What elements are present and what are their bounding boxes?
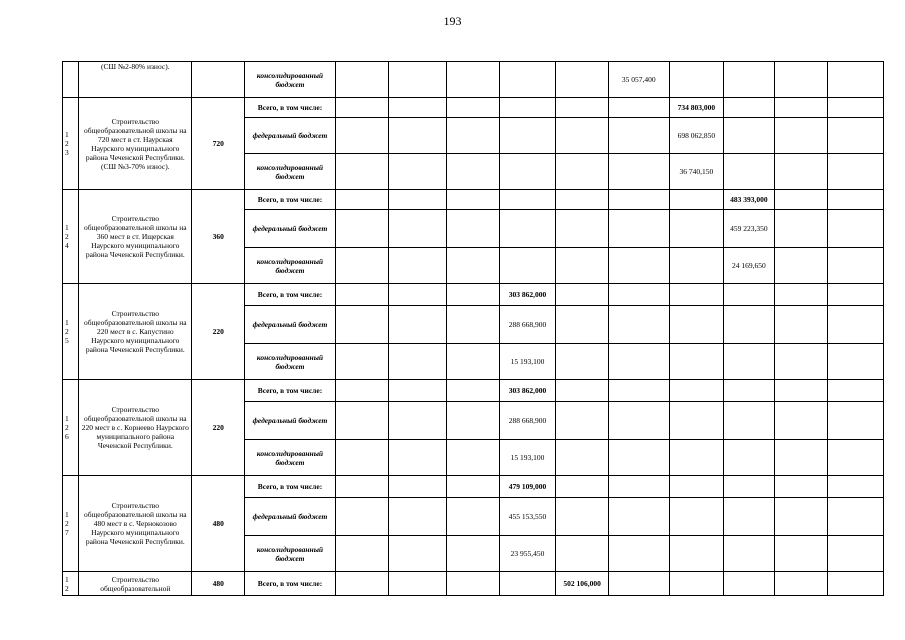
value-cell: 459 223,350 <box>724 210 775 248</box>
value-cell <box>828 118 884 154</box>
value-cell <box>335 476 388 498</box>
row-number-digit: 5 <box>65 336 69 345</box>
table-row <box>63 190 884 210</box>
value-cell <box>724 118 775 154</box>
value-cell <box>335 98 388 118</box>
funding-source: консолидированный бюджет <box>244 440 335 476</box>
funding-source: консолидированный бюджет <box>244 248 335 284</box>
value-cell <box>608 190 669 210</box>
funding-source: федеральный бюджет <box>244 402 335 440</box>
value-cell <box>774 536 828 572</box>
value-cell <box>447 572 500 596</box>
value-cell <box>608 154 669 190</box>
capacity: 360 <box>192 190 245 284</box>
value-cell <box>335 118 388 154</box>
value-cell <box>447 380 500 402</box>
value-cell <box>499 248 556 284</box>
value-cell <box>556 536 609 572</box>
row-number-digit: 1 <box>65 130 69 139</box>
value-cell <box>499 190 556 210</box>
row-number-digit: 2 <box>65 139 69 148</box>
value-cell <box>388 380 447 402</box>
value-cell <box>556 154 609 190</box>
row-number-digit: 2 <box>65 519 69 528</box>
value-cell <box>774 210 828 248</box>
value-cell: 15 193,100 <box>499 344 556 380</box>
value-cell <box>724 306 775 344</box>
row-number <box>63 380 79 476</box>
value-cell <box>828 344 884 380</box>
value-cell: 483 393,000 <box>724 190 775 210</box>
value-cell <box>388 440 447 476</box>
value-cell <box>828 98 884 118</box>
value-cell <box>388 190 447 210</box>
value-cell <box>828 536 884 572</box>
value-cell <box>608 380 669 402</box>
value-cell <box>556 306 609 344</box>
budget-table <box>62 61 884 596</box>
value-cell <box>828 248 884 284</box>
row-number <box>63 62 79 98</box>
value-cell <box>556 476 609 498</box>
value-cell <box>669 248 724 284</box>
value-cell <box>335 306 388 344</box>
table-row <box>63 98 884 118</box>
project-name: Строительство общеобразовательной школы на 360 мест в ст. Ищерская Наурского муниципального района Чеченской Республики. <box>79 190 192 284</box>
value-cell: 288 668,900 <box>499 306 556 344</box>
value-cell <box>774 402 828 440</box>
value-cell: 698 062,850 <box>669 118 724 154</box>
value-cell <box>608 402 669 440</box>
row-number <box>63 284 79 380</box>
value-cell <box>447 476 500 498</box>
value-cell <box>388 118 447 154</box>
value-cell <box>388 154 447 190</box>
funding-source: федеральный бюджет <box>244 118 335 154</box>
value-cell <box>447 402 500 440</box>
value-cell <box>608 440 669 476</box>
value-cell <box>447 62 500 98</box>
row-number-digit: 7 <box>65 528 69 537</box>
value-cell <box>724 62 775 98</box>
value-cell <box>774 98 828 118</box>
value-cell <box>828 284 884 306</box>
funding-source: консолидированный бюджет <box>244 154 335 190</box>
capacity: 220 <box>192 380 245 476</box>
value-cell <box>335 344 388 380</box>
project-name: Строительство общеобразовательной школы на 220 мест в с. Капустино Наурского муниципального района Чеченской Республики. <box>79 284 192 380</box>
value-cell <box>828 476 884 498</box>
value-cell <box>556 118 609 154</box>
value-cell: 455 153,550 <box>499 498 556 536</box>
funding-source: федеральный бюджет <box>244 306 335 344</box>
value-cell <box>608 536 669 572</box>
value-cell <box>774 190 828 210</box>
value-cell <box>447 498 500 536</box>
row-number-digit: 1 <box>65 318 69 327</box>
value-cell <box>828 572 884 596</box>
value-cell: 24 169,650 <box>724 248 775 284</box>
value-cell <box>335 190 388 210</box>
value-cell: 15 193,100 <box>499 440 556 476</box>
value-cell <box>608 118 669 154</box>
value-cell <box>447 536 500 572</box>
value-cell: 288 668,900 <box>499 402 556 440</box>
value-cell <box>556 498 609 536</box>
value-cell <box>447 210 500 248</box>
value-cell <box>335 248 388 284</box>
value-cell <box>828 498 884 536</box>
value-cell <box>608 498 669 536</box>
value-cell: 35 057,400 <box>608 62 669 98</box>
value-cell <box>669 62 724 98</box>
value-cell: 502 106,000 <box>556 572 609 596</box>
row-number-digit: 1 <box>65 574 69 584</box>
value-cell <box>335 440 388 476</box>
funding-source: Всего, в том числе: <box>244 190 335 210</box>
value-cell <box>335 210 388 248</box>
value-cell <box>774 248 828 284</box>
value-cell <box>556 344 609 380</box>
value-cell <box>774 284 828 306</box>
funding-source: Всего, в том числе: <box>244 476 335 498</box>
value-cell <box>335 284 388 306</box>
value-cell <box>447 248 500 284</box>
value-cell <box>608 344 669 380</box>
row-number-digit: 1 <box>65 414 69 423</box>
value-cell <box>335 402 388 440</box>
project-name: Строительство общеобразовательной <box>79 572 192 596</box>
value-cell <box>388 402 447 440</box>
value-cell <box>556 440 609 476</box>
funding-source: федеральный бюджет <box>244 498 335 536</box>
value-cell <box>447 440 500 476</box>
value-cell <box>724 98 775 118</box>
value-cell <box>724 344 775 380</box>
funding-source: Всего, в том числе: <box>244 380 335 402</box>
row-number <box>63 572 79 596</box>
value-cell <box>447 98 500 118</box>
table-row <box>63 284 884 306</box>
value-cell: 23 955,450 <box>499 536 556 572</box>
table-row <box>63 62 884 98</box>
value-cell: 479 109,000 <box>499 476 556 498</box>
capacity: 220 <box>192 284 245 380</box>
value-cell <box>724 154 775 190</box>
value-cell <box>335 154 388 190</box>
value-cell <box>608 284 669 306</box>
table-row <box>63 572 884 596</box>
value-cell <box>447 344 500 380</box>
value-cell: 36 740,150 <box>669 154 724 190</box>
value-cell <box>447 284 500 306</box>
value-cell <box>828 154 884 190</box>
value-cell <box>335 62 388 98</box>
value-cell <box>556 98 609 118</box>
value-cell <box>774 306 828 344</box>
row-number-digit: 1 <box>65 223 69 232</box>
value-cell <box>335 536 388 572</box>
row-number <box>63 476 79 572</box>
value-cell <box>499 572 556 596</box>
value-cell <box>669 190 724 210</box>
value-cell <box>774 476 828 498</box>
row-number <box>63 98 79 190</box>
value-cell <box>335 498 388 536</box>
project-name: Строительство общеобразовательной школы на 480 мест в с. Чернокозово Наурского муниципального района Чеченской Республики. <box>79 476 192 572</box>
value-cell <box>828 190 884 210</box>
value-cell <box>447 190 500 210</box>
value-cell <box>669 344 724 380</box>
value-cell <box>388 210 447 248</box>
value-cell <box>388 498 447 536</box>
value-cell <box>828 306 884 344</box>
value-cell <box>608 572 669 596</box>
table-body <box>63 62 884 596</box>
row-number-digit: 6 <box>65 432 69 441</box>
value-cell <box>669 210 724 248</box>
value-cell <box>335 380 388 402</box>
value-cell <box>499 62 556 98</box>
value-cell <box>388 306 447 344</box>
value-cell <box>724 380 775 402</box>
value-cell <box>828 440 884 476</box>
value-cell <box>724 476 775 498</box>
project-name: (СШ №2-80% износ). <box>79 62 192 98</box>
value-cell <box>669 476 724 498</box>
value-cell: 303 862,000 <box>499 380 556 402</box>
funding-source: консолидированный бюджет <box>244 344 335 380</box>
value-cell <box>828 210 884 248</box>
value-cell <box>724 498 775 536</box>
row-number-digit: 4 <box>65 241 69 250</box>
capacity: 480 <box>192 572 245 596</box>
value-cell <box>447 118 500 154</box>
value-cell <box>669 536 724 572</box>
value-cell <box>499 98 556 118</box>
value-cell <box>447 154 500 190</box>
value-cell <box>499 118 556 154</box>
row-number-digit: 2 <box>65 583 69 593</box>
value-cell <box>774 498 828 536</box>
value-cell <box>669 284 724 306</box>
value-cell <box>556 402 609 440</box>
value-cell <box>499 210 556 248</box>
row-number <box>63 190 79 284</box>
funding-source: консолидированный бюджет <box>244 536 335 572</box>
value-cell <box>724 284 775 306</box>
value-cell <box>774 62 828 98</box>
funding-source: консолидированный бюджет <box>244 62 335 98</box>
value-cell <box>774 154 828 190</box>
value-cell <box>669 440 724 476</box>
value-cell <box>669 306 724 344</box>
value-cell <box>335 572 388 596</box>
row-number-digit: 1 <box>65 510 69 519</box>
row-number-digit: 2 <box>65 423 69 432</box>
value-cell <box>774 572 828 596</box>
value-cell: 303 862,000 <box>499 284 556 306</box>
value-cell <box>556 62 609 98</box>
value-cell <box>774 118 828 154</box>
funding-source: Всего, в том числе: <box>244 572 335 596</box>
value-cell <box>724 402 775 440</box>
value-cell <box>724 536 775 572</box>
value-cell <box>608 476 669 498</box>
funding-source: федеральный бюджет <box>244 210 335 248</box>
page-number: 193 <box>443 14 462 28</box>
value-cell <box>388 62 447 98</box>
project-name: Строительство общеобразовательной школы на 720 мест в ст. Наурская Наурского муниципального района Чеченской Республики. (СШ №3-70% износ). <box>79 98 192 190</box>
value-cell <box>447 306 500 344</box>
value-cell <box>556 380 609 402</box>
value-cell <box>556 190 609 210</box>
value-cell <box>828 402 884 440</box>
value-cell <box>669 380 724 402</box>
row-number-digit: 2 <box>65 232 69 241</box>
value-cell <box>388 572 447 596</box>
value-cell <box>608 98 669 118</box>
value-cell: 734 803,000 <box>669 98 724 118</box>
capacity: 480 <box>192 476 245 572</box>
value-cell <box>669 498 724 536</box>
value-cell <box>608 306 669 344</box>
value-cell <box>388 476 447 498</box>
value-cell <box>669 402 724 440</box>
value-cell <box>556 284 609 306</box>
row-number-digit: 3 <box>65 148 69 157</box>
value-cell <box>499 154 556 190</box>
funding-source: Всего, в том числе: <box>244 98 335 118</box>
project-name: Строительство общеобразовательной школы на 220 мест в с. Корнеево Наурского муниципального района Чеченской Республики. <box>79 380 192 476</box>
capacity <box>192 62 245 98</box>
funding-source: Всего, в том числе: <box>244 284 335 306</box>
value-cell <box>608 210 669 248</box>
value-cell <box>724 572 775 596</box>
row-number-digit: 2 <box>65 327 69 336</box>
value-cell <box>828 62 884 98</box>
value-cell <box>388 248 447 284</box>
value-cell <box>608 248 669 284</box>
value-cell <box>388 536 447 572</box>
capacity: 720 <box>192 98 245 190</box>
value-cell <box>774 380 828 402</box>
value-cell <box>724 440 775 476</box>
value-cell <box>669 572 724 596</box>
value-cell <box>388 344 447 380</box>
value-cell <box>388 98 447 118</box>
value-cell <box>556 248 609 284</box>
value-cell <box>828 380 884 402</box>
value-cell <box>774 344 828 380</box>
value-cell <box>388 284 447 306</box>
table-row <box>63 380 884 402</box>
value-cell <box>774 440 828 476</box>
table-row <box>63 476 884 498</box>
value-cell <box>556 210 609 248</box>
